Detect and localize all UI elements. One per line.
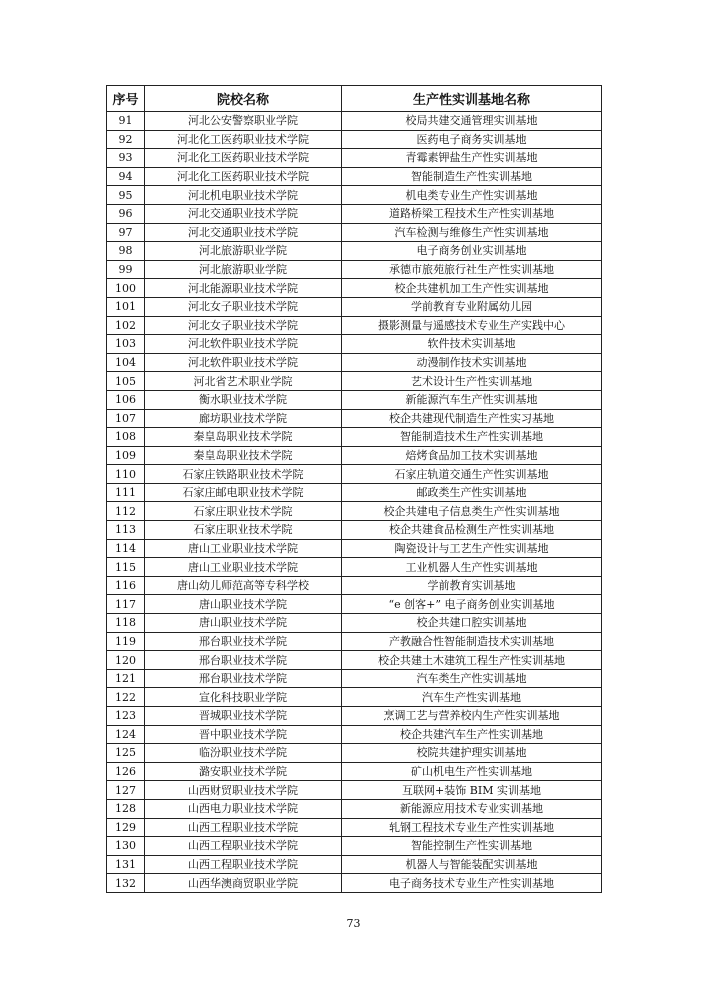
cell-serial-number: 111 — [107, 483, 145, 502]
table-row — [107, 669, 602, 688]
cell-base-name: 承德市旅苑旅行社生产性实训基地 — [342, 260, 602, 279]
cell-base-name: 动漫制作技术实训基地 — [342, 353, 602, 372]
cell-serial-number: 94 — [107, 167, 145, 186]
table-row — [107, 186, 602, 205]
cell-school-name: 山西华澳商贸职业学院 — [145, 874, 342, 893]
cell-base-name: 智能控制生产性实训基地 — [342, 837, 602, 856]
cell-school-name: 衡水职业技术学院 — [145, 390, 342, 409]
table-row — [107, 483, 602, 502]
cell-serial-number: 104 — [107, 353, 145, 372]
cell-serial-number: 129 — [107, 818, 145, 837]
table-row — [107, 446, 602, 465]
table-body — [107, 112, 602, 893]
cell-base-name: 校院共建护理实训基地 — [342, 744, 602, 763]
cell-serial-number: 130 — [107, 837, 145, 856]
cell-base-name: 青霉素钾盐生产性实训基地 — [342, 149, 602, 168]
cell-serial-number: 101 — [107, 297, 145, 316]
cell-school-name: 河北省艺术职业学院 — [145, 372, 342, 391]
cell-base-name: 陶瓷设计与工艺生产性实训基地 — [342, 539, 602, 558]
table-row — [107, 614, 602, 633]
table-row — [107, 521, 602, 540]
cell-school-name: 河北旅游职业学院 — [145, 242, 342, 261]
table-row — [107, 725, 602, 744]
cell-school-name: 唐山工业职业技术学院 — [145, 539, 342, 558]
cell-serial-number: 123 — [107, 707, 145, 726]
cell-school-name: 河北化工医药职业技术学院 — [145, 167, 342, 186]
cell-serial-number: 93 — [107, 149, 145, 168]
page-number: 73 — [346, 917, 361, 930]
cell-school-name: 唐山职业技术学院 — [145, 614, 342, 633]
cell-school-name: 河北软件职业技术学院 — [145, 353, 342, 372]
cell-school-name: 石家庄职业技术学院 — [145, 502, 342, 521]
cell-serial-number: 120 — [107, 651, 145, 670]
cell-base-name: 医药电子商务实训基地 — [342, 130, 602, 149]
table-row — [107, 279, 602, 298]
table-row — [107, 112, 602, 131]
table-row — [107, 242, 602, 261]
table-row — [107, 632, 602, 651]
table-row — [107, 707, 602, 726]
table-row — [107, 167, 602, 186]
table-row — [107, 372, 602, 391]
cell-base-name: 校局共建交通管理实训基地 — [342, 112, 602, 131]
cell-school-name: 山西电力职业技术学院 — [145, 799, 342, 818]
cell-base-name: 校企共建土木建筑工程生产性实训基地 — [342, 651, 602, 670]
cell-school-name: 廊坊职业技术学院 — [145, 409, 342, 428]
table-row — [107, 335, 602, 354]
cell-school-name: 河北能源职业技术学院 — [145, 279, 342, 298]
cell-serial-number: 99 — [107, 260, 145, 279]
table-row — [107, 837, 602, 856]
table-row — [107, 781, 602, 800]
table-row — [107, 651, 602, 670]
cell-school-name: 晋中职业技术学院 — [145, 725, 342, 744]
cell-base-name: 校企共建现代制造生产性实习基地 — [342, 409, 602, 428]
cell-school-name: 河北化工医药职业技术学院 — [145, 130, 342, 149]
cell-school-name: 石家庄邮电职业技术学院 — [145, 483, 342, 502]
cell-base-name: 校企共建食品检测生产性实训基地 — [342, 521, 602, 540]
cell-school-name: 临汾职业技术学院 — [145, 744, 342, 763]
cell-school-name: 宣化科技职业学院 — [145, 688, 342, 707]
cell-school-name: 唐山幼儿师范高等专科学校 — [145, 576, 342, 595]
training-base-table — [106, 85, 602, 893]
cell-serial-number: 109 — [107, 446, 145, 465]
cell-serial-number: 110 — [107, 465, 145, 484]
table-row — [107, 149, 602, 168]
cell-serial-number: 125 — [107, 744, 145, 763]
cell-serial-number: 116 — [107, 576, 145, 595]
cell-school-name: 山西工程职业技术学院 — [145, 837, 342, 856]
cell-school-name: 晋城职业技术学院 — [145, 707, 342, 726]
cell-base-name: 新能源应用技术专业实训基地 — [342, 799, 602, 818]
cell-school-name: 潞安职业技术学院 — [145, 762, 342, 781]
cell-serial-number: 102 — [107, 316, 145, 335]
cell-base-name: 机电类专业生产性实训基地 — [342, 186, 602, 205]
cell-school-name: 山西财贸职业技术学院 — [145, 781, 342, 800]
table-row — [107, 874, 602, 893]
cell-base-name: 矿山机电生产性实训基地 — [342, 762, 602, 781]
cell-school-name: 秦皇岛职业技术学院 — [145, 428, 342, 447]
cell-base-name: 校企共建电子信息类生产性实训基地 — [342, 502, 602, 521]
cell-serial-number: 121 — [107, 669, 145, 688]
header-base-name: 生产性实训基地名称 — [342, 86, 602, 112]
cell-serial-number: 98 — [107, 242, 145, 261]
cell-serial-number: 112 — [107, 502, 145, 521]
cell-base-name: 互联网+装饰 BIM 实训基地 — [342, 781, 602, 800]
cell-serial-number: 108 — [107, 428, 145, 447]
cell-school-name: 石家庄职业技术学院 — [145, 521, 342, 540]
cell-serial-number: 122 — [107, 688, 145, 707]
cell-serial-number: 132 — [107, 874, 145, 893]
cell-base-name: 智能制造技术生产性实训基地 — [342, 428, 602, 447]
cell-school-name: 唐山工业职业技术学院 — [145, 558, 342, 577]
table-row — [107, 595, 602, 614]
cell-serial-number: 127 — [107, 781, 145, 800]
cell-base-name: 新能源汽车生产性实训基地 — [342, 390, 602, 409]
cell-base-name: 烹调工艺与营养校内生产性实训基地 — [342, 707, 602, 726]
cell-school-name: 邢台职业技术学院 — [145, 651, 342, 670]
cell-serial-number: 100 — [107, 279, 145, 298]
cell-base-name: 电子商务创业实训基地 — [342, 242, 602, 261]
cell-base-name: 软件技术实训基地 — [342, 335, 602, 354]
cell-school-name: 河北交通职业技术学院 — [145, 204, 342, 223]
cell-base-name: 机器人与智能装配实训基地 — [342, 855, 602, 874]
cell-school-name: 秦皇岛职业技术学院 — [145, 446, 342, 465]
cell-base-name: 汽车生产性实训基地 — [342, 688, 602, 707]
header-serial-number: 序号 — [107, 86, 145, 112]
cell-school-name: 山西工程职业技术学院 — [145, 818, 342, 837]
cell-school-name: 河北女子职业技术学院 — [145, 297, 342, 316]
cell-base-name: 焙烤食品加工技术实训基地 — [342, 446, 602, 465]
cell-serial-number: 97 — [107, 223, 145, 242]
table-row — [107, 409, 602, 428]
table-row — [107, 762, 602, 781]
cell-school-name: 石家庄铁路职业技术学院 — [145, 465, 342, 484]
cell-school-name: 河北女子职业技术学院 — [145, 316, 342, 335]
cell-base-name: 摄影测量与遥感技术专业生产实践中心 — [342, 316, 602, 335]
cell-serial-number: 113 — [107, 521, 145, 540]
cell-base-name: 学前教育实训基地 — [342, 576, 602, 595]
cell-serial-number: 105 — [107, 372, 145, 391]
cell-base-name: 汽车检测与维修生产性实训基地 — [342, 223, 602, 242]
cell-school-name: 邢台职业技术学院 — [145, 669, 342, 688]
table-row — [107, 576, 602, 595]
cell-base-name: 智能制造生产性实训基地 — [342, 167, 602, 186]
table-row — [107, 558, 602, 577]
cell-school-name: 河北机电职业技术学院 — [145, 186, 342, 205]
table-row — [107, 260, 602, 279]
table-row — [107, 390, 602, 409]
table-row — [107, 223, 602, 242]
cell-base-name: 邮政类生产性实训基地 — [342, 483, 602, 502]
cell-base-name: 艺术设计生产性实训基地 — [342, 372, 602, 391]
cell-school-name: 河北化工医药职业技术学院 — [145, 149, 342, 168]
cell-serial-number: 124 — [107, 725, 145, 744]
cell-base-name: “e 创客+” 电子商务创业实训基地 — [342, 595, 602, 614]
cell-serial-number: 128 — [107, 799, 145, 818]
table-row — [107, 130, 602, 149]
table-row — [107, 688, 602, 707]
cell-base-name: 道路桥梁工程技术生产性实训基地 — [342, 204, 602, 223]
cell-serial-number: 106 — [107, 390, 145, 409]
table-row — [107, 204, 602, 223]
cell-base-name: 校企共建机加工生产性实训基地 — [342, 279, 602, 298]
table-row — [107, 502, 602, 521]
cell-serial-number: 117 — [107, 595, 145, 614]
cell-serial-number: 107 — [107, 409, 145, 428]
table-row — [107, 744, 602, 763]
cell-school-name: 邢台职业技术学院 — [145, 632, 342, 651]
table-row — [107, 297, 602, 316]
cell-base-name: 校企共建汽车生产性实训基地 — [342, 725, 602, 744]
cell-serial-number: 119 — [107, 632, 145, 651]
cell-base-name: 石家庄轨道交通生产性实训基地 — [342, 465, 602, 484]
table-row — [107, 818, 602, 837]
cell-school-name: 河北交通职业技术学院 — [145, 223, 342, 242]
table-row — [107, 799, 602, 818]
cell-serial-number: 103 — [107, 335, 145, 354]
cell-serial-number: 95 — [107, 186, 145, 205]
cell-serial-number: 114 — [107, 539, 145, 558]
cell-base-name: 电子商务技术专业生产性实训基地 — [342, 874, 602, 893]
table-row — [107, 465, 602, 484]
cell-base-name: 工业机器人生产性实训基地 — [342, 558, 602, 577]
table-header-row — [107, 86, 602, 112]
cell-school-name: 山西工程职业技术学院 — [145, 855, 342, 874]
cell-school-name: 唐山职业技术学院 — [145, 595, 342, 614]
table-row — [107, 353, 602, 372]
header-school-name: 院校名称 — [145, 86, 342, 112]
cell-base-name: 汽车类生产性实训基地 — [342, 669, 602, 688]
table-row — [107, 428, 602, 447]
cell-school-name: 河北旅游职业学院 — [145, 260, 342, 279]
cell-serial-number: 131 — [107, 855, 145, 874]
cell-school-name: 河北软件职业技术学院 — [145, 335, 342, 354]
cell-serial-number: 91 — [107, 112, 145, 131]
cell-base-name: 校企共建口腔实训基地 — [342, 614, 602, 633]
table-row — [107, 855, 602, 874]
cell-base-name: 产教融合性智能制造技术实训基地 — [342, 632, 602, 651]
cell-base-name: 轧钢工程技术专业生产性实训基地 — [342, 818, 602, 837]
cell-serial-number: 126 — [107, 762, 145, 781]
cell-serial-number: 118 — [107, 614, 145, 633]
table-row — [107, 316, 602, 335]
table-row — [107, 539, 602, 558]
cell-school-name: 河北公安警察职业学院 — [145, 112, 342, 131]
cell-serial-number: 115 — [107, 558, 145, 577]
cell-serial-number: 96 — [107, 204, 145, 223]
cell-base-name: 学前教育专业附属幼儿园 — [342, 297, 602, 316]
cell-serial-number: 92 — [107, 130, 145, 149]
